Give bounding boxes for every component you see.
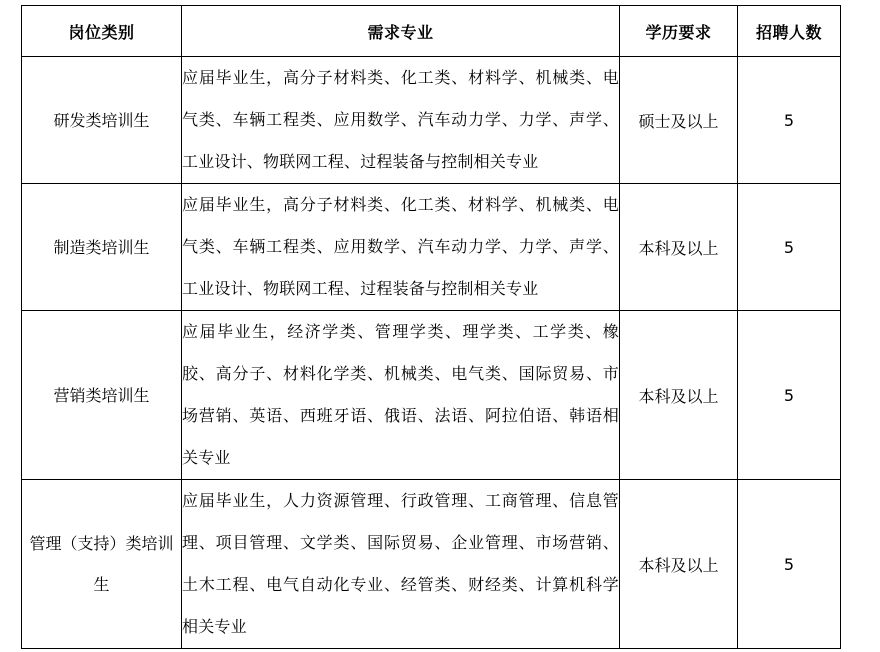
table-row xyxy=(22,311,841,480)
table-row xyxy=(22,480,841,649)
table-header-row xyxy=(22,6,841,57)
header-count: 招聘人数 xyxy=(738,6,841,57)
header-major: 需求专业 xyxy=(182,6,620,57)
cell-count: 5 xyxy=(738,311,841,480)
header-category: 岗位类别 xyxy=(22,6,182,57)
cell-education: 硕士及以上 xyxy=(620,57,738,184)
cell-category: 制造类培训生 xyxy=(22,184,182,311)
cell-major: 应届毕业生，人力资源管理、行政管理、工商管理、信息管理、项目管理、文学类、国际贸易、企业管理、市场营销、土木工程、电气自动化专业、经管类、财经类、计算机科学相关专业 xyxy=(182,480,620,649)
header-education: 学历要求 xyxy=(620,6,738,57)
cell-major: 应届毕业生，高分子材料类、化工类、材料学、机械类、电气类、车辆工程类、应用数学、汽车动力学、力学、声学、工业设计、物联网工程、过程装备与控制相关专业 xyxy=(182,184,620,311)
table-row xyxy=(22,184,841,311)
table-row xyxy=(22,57,841,184)
cell-education: 本科及以上 xyxy=(620,480,738,649)
cell-category: 研发类培训生 xyxy=(22,57,182,184)
cell-category: 营销类培训生 xyxy=(22,311,182,480)
cell-education: 本科及以上 xyxy=(620,184,738,311)
cell-category: 管理（支持）类培训生 xyxy=(22,480,182,649)
cell-education: 本科及以上 xyxy=(620,311,738,480)
cell-count: 5 xyxy=(738,480,841,649)
cell-major: 应届毕业生，高分子材料类、化工类、材料学、机械类、电气类、车辆工程类、应用数学、汽车动力学、力学、声学、工业设计、物联网工程、过程装备与控制相关专业 xyxy=(182,57,620,184)
recruitment-table xyxy=(21,5,841,649)
cell-major: 应届毕业生，经济学类、管理学类、理学类、工学类、橡胶、高分子、材料化学类、机械类、电气类、国际贸易、市场营销、英语、西班牙语、俄语、法语、阿拉伯语、韩语相关专业 xyxy=(182,311,620,480)
cell-count: 5 xyxy=(738,57,841,184)
cell-count: 5 xyxy=(738,184,841,311)
